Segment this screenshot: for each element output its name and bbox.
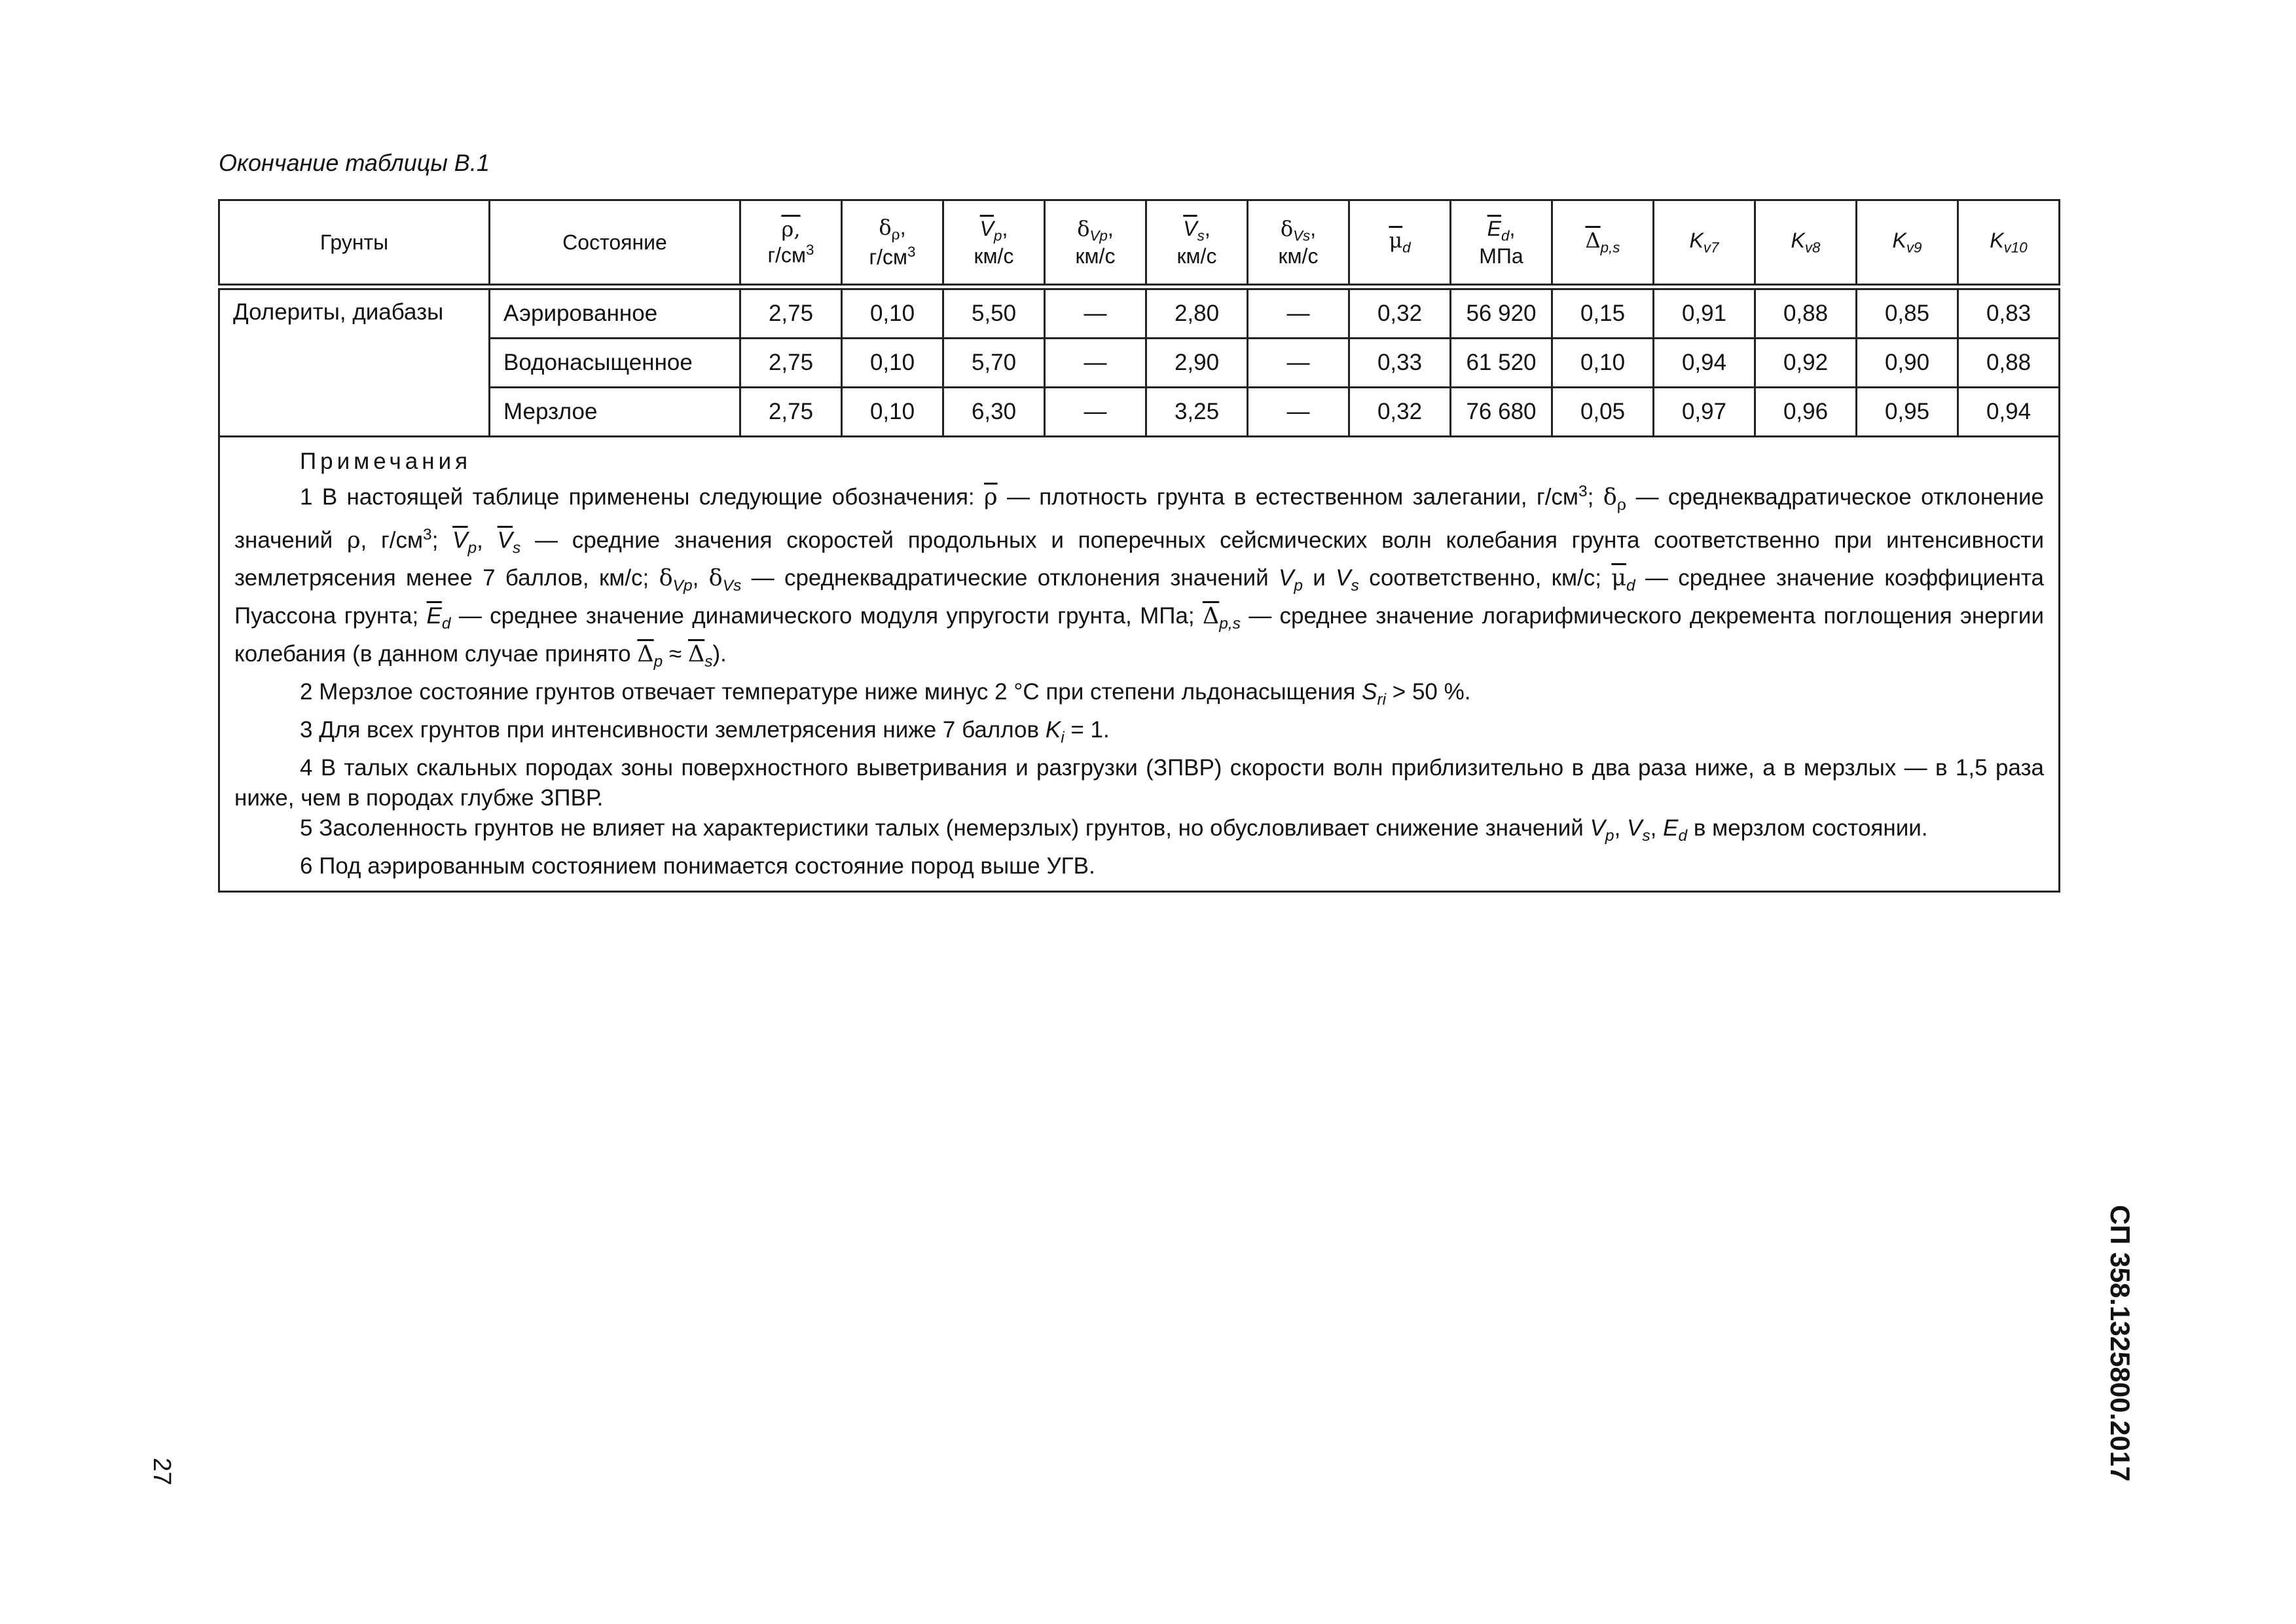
header-ed: $\overline{E}_d$, МПа [1451, 200, 1552, 287]
table-row [219, 339, 2060, 388]
delta-cell: 0,15 [1552, 287, 1654, 339]
vs-cell: 3,25 [1146, 388, 1248, 437]
d-rho-cell: 0,10 [842, 388, 943, 437]
mu-cell: 0,32 [1349, 287, 1451, 339]
header-delta: $\overline{\Delta}_{p,s}$ [1552, 200, 1654, 287]
note-3: 3 Для всех грунтов при интенсивности землетрясения ниже 7 баллов $K_i = 1$. [300, 717, 1110, 747]
d-vp-cell: — [1045, 388, 1146, 437]
notes-title: Примечания [300, 449, 472, 474]
soil-name-cell: Долериты, диабазы [219, 287, 490, 437]
note-6: 6 Под аэрированным состоянием понимается состояние пород выше УГВ. [300, 853, 1095, 879]
header-d-vp: $\delta_{Vp}$, км/с [1045, 200, 1146, 287]
header-soil: Грунты [219, 200, 490, 287]
kv9-cell: 0,90 [1857, 339, 1958, 388]
notes-row [219, 437, 2060, 892]
kv8-cell: 0,92 [1755, 339, 1857, 388]
d-rho-cell: 0,10 [842, 287, 943, 339]
vp-cell: 5,50 [943, 287, 1045, 339]
table-caption: Окончание таблицы В.1 [219, 149, 490, 176]
kv7-cell: 0,94 [1654, 339, 1755, 388]
table-row [219, 388, 2060, 437]
header-kv10: $K_{v10}$ [1958, 200, 2060, 287]
note-1: 1 В настоящей таблице применены следующие обозначения: $\overline{\rho}$ — плотность грунта в естественном залегании, $г/см^3$; $\delta_\rho$ — среднеквадратическое отклонение значений ρ, $г/см^3$; $\overline{V}_p$, $\overline{V}_s$ — средние значения скоростей продольных и поперечных сейсмических волн колебания грунта соответственно при интенсивности землетрясения менее 7 баллов, км/с; $\delta_{Vp}$, $\delta_{Vs}$ — среднеквадратические отклонения значений $V_p$ и $V_s$ соответственно, км/с; $\overline{\mu}_d$ — среднее значение коэффициента Пуассона грунта; $\overline{E}_d$ — среднее значение динамического модуля упругости грунта, МПа; $\overline{\Delta}_{p,s}$ — среднее значение логарифмического декремента поглощения энергии колебания (в данном случае принято $\overline{\Delta}_p \approx \overline{\Delta}_s$). [234, 483, 2045, 671]
kv10-cell: 0,88 [1958, 339, 2060, 388]
vp-cell: 5,70 [943, 339, 1045, 388]
page-number: 27 [148, 1458, 175, 1486]
header-row [219, 200, 2060, 287]
kv10-cell: 0,83 [1958, 287, 2060, 339]
rho-cell: 2,75 [740, 287, 842, 339]
state-cell: Мерзлое [490, 388, 740, 437]
kv7-cell: 0,91 [1654, 287, 1755, 339]
d-vs-cell: — [1248, 287, 1349, 339]
header-rho: ρ, $г/см^3$ [740, 200, 842, 287]
header-mu: $\overline{\mu}_d$ [1349, 200, 1451, 287]
vs-cell: 2,80 [1146, 287, 1248, 339]
rho-cell: 2,75 [740, 388, 842, 437]
note-5: 5 Засоленность грунтов не влияет на характеристики талых (немерзлых) грунтов, но обусловливает снижение значений $V_p$, $V_s$, $E_d$ в мерзлом состоянии. [300, 815, 1928, 845]
header-kv8: $K_{v8}$ [1755, 200, 1857, 287]
header-kv9: $K_{v9}$ [1857, 200, 1958, 287]
ed-cell: 61 520 [1451, 339, 1552, 388]
kv7-cell: 0,97 [1654, 388, 1755, 437]
d-rho-cell: 0,10 [842, 339, 943, 388]
ed-cell: 56 920 [1451, 287, 1552, 339]
vs-cell: 2,90 [1146, 339, 1248, 388]
ed-cell: 76 680 [1451, 388, 1552, 437]
note-2: 2 Мерзлое состояние грунтов отвечает температуре ниже минус 2 °С при степени льдонасыщения $S_{ri} > 50$ %. [300, 679, 1471, 709]
table-row [219, 287, 2060, 339]
data-table [218, 199, 2060, 893]
kv9-cell: 0,85 [1857, 287, 1958, 339]
header-d-rho: $\delta_\rho$, $г/см^3$ [842, 200, 943, 287]
header-kv7: $K_{v7}$ [1654, 200, 1755, 287]
kv8-cell: 0,96 [1755, 388, 1857, 437]
mu-cell: 0,32 [1349, 388, 1451, 437]
state-cell: Аэрированное [490, 287, 740, 339]
note-4: 4 В талых скальных породах зоны поверхностного выветривания и разгрузки (ЗПВР) скорости волн приблизительно в два раза ниже, а в мерзлых — в 1,5 раза ниже, чем в породах глубже ЗПВР. [234, 755, 2044, 811]
state-cell: Водонасыщенное [490, 339, 740, 388]
d-vs-cell: — [1248, 339, 1349, 388]
d-vp-cell: — [1045, 339, 1146, 388]
mu-cell: 0,33 [1349, 339, 1451, 388]
delta-cell: 0,10 [1552, 339, 1654, 388]
kv10-cell: 0,94 [1958, 388, 2060, 437]
document-code: СП 358.1325800.2017 [2105, 1205, 2136, 1482]
header-d-vs: $\delta_{Vs}$, км/с [1248, 200, 1349, 287]
header-state: Состояние [490, 200, 740, 287]
rho-cell: 2,75 [740, 339, 842, 388]
kv8-cell: 0,88 [1755, 287, 1857, 339]
kv9-cell: 0,95 [1857, 388, 1958, 437]
vp-cell: 6,30 [943, 388, 1045, 437]
notes-cell [219, 437, 2060, 892]
header-vp: $\overline{V}_p$, км/с [943, 200, 1045, 287]
delta-cell: 0,05 [1552, 388, 1654, 437]
d-vs-cell: — [1248, 388, 1349, 437]
d-vp-cell: — [1045, 287, 1146, 339]
header-vs: $\overline{V}_s$, км/с [1146, 200, 1248, 287]
